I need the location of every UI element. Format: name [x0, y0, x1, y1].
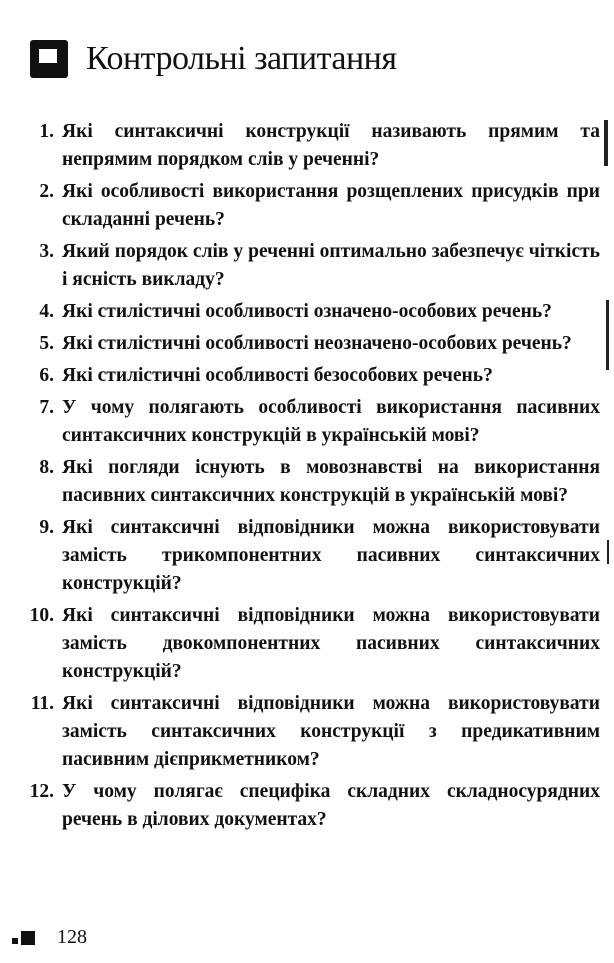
- square-bullet-icon: [30, 40, 68, 78]
- list-item: [0, 454, 614, 510]
- list-item: [0, 298, 614, 326]
- list-item: [0, 514, 614, 598]
- question-text: Які стилістичні особливості безособових речень?: [62, 365, 493, 386]
- question-text: Які особливості використання розщеплених присудків при складанні речень?: [62, 181, 600, 230]
- question-text: Які синтаксичні відповідники можна використовувати замість синтаксичних конструкції з предикативним пасивним дієприкметником?: [62, 693, 600, 770]
- list-item: [0, 238, 614, 294]
- question-number: 2.: [39, 181, 54, 202]
- question-number: 5.: [39, 333, 54, 354]
- question-text: Який порядок слів у реченні оптимально забезпечує чіткість і ясність викладу?: [62, 241, 600, 290]
- question-text: Які синтаксичні відповідники можна використовувати замість двокомпонентних пасивних синтаксичних конструкцій?: [62, 605, 600, 682]
- question-list: [0, 118, 614, 838]
- section-heading: [30, 36, 396, 82]
- question-text: Які погляди існують в мовознавстві на використання пасивних синтаксичних конструкцій в українській мові?: [62, 457, 600, 506]
- page-number: 128: [57, 926, 87, 948]
- question-text: Які синтаксичні відповідники можна використовувати замість трикомпонентних пасивних синтаксичних конструкцій?: [62, 517, 600, 594]
- page-footer: [12, 926, 87, 949]
- square-icon: [21, 931, 35, 945]
- scan-edge-mark: [604, 120, 608, 166]
- list-item: [0, 690, 614, 774]
- list-item: [0, 602, 614, 686]
- list-item: [0, 778, 614, 834]
- scan-edge-mark: [607, 540, 609, 564]
- question-number: 1.: [39, 121, 54, 142]
- list-item: [0, 330, 614, 358]
- scan-edge-mark: [606, 300, 609, 370]
- question-text: У чому полягає специфіка складних складносурядних речень в ділових документах?: [62, 781, 600, 830]
- question-text: У чому полягають особливості використання пасивних синтаксичних конструкцій в українській мові?: [62, 397, 600, 446]
- question-text: Які стилістичні особливості означено-особових речень?: [62, 301, 552, 322]
- list-item: [0, 394, 614, 450]
- list-item: [0, 178, 614, 234]
- question-number: 6.: [39, 365, 54, 386]
- question-number: 8.: [39, 457, 54, 478]
- question-text: Які синтаксичні конструкції називають прямим та непрямим порядком слів у реченні?: [62, 121, 600, 170]
- list-item: [0, 118, 614, 174]
- list-item: [0, 362, 614, 390]
- question-number: 9.: [39, 517, 54, 538]
- question-number: 3.: [39, 241, 54, 262]
- question-number: 4.: [39, 301, 54, 322]
- page-title: Контрольні запитання: [86, 40, 397, 77]
- question-number: 12.: [29, 781, 54, 802]
- question-number: 7.: [39, 397, 54, 418]
- small-square-icon: [12, 938, 18, 944]
- question-number: 11.: [30, 693, 54, 714]
- question-text: Які стилістичні особливості неозначено-особових речень?: [62, 333, 572, 354]
- question-number: 10.: [29, 605, 54, 626]
